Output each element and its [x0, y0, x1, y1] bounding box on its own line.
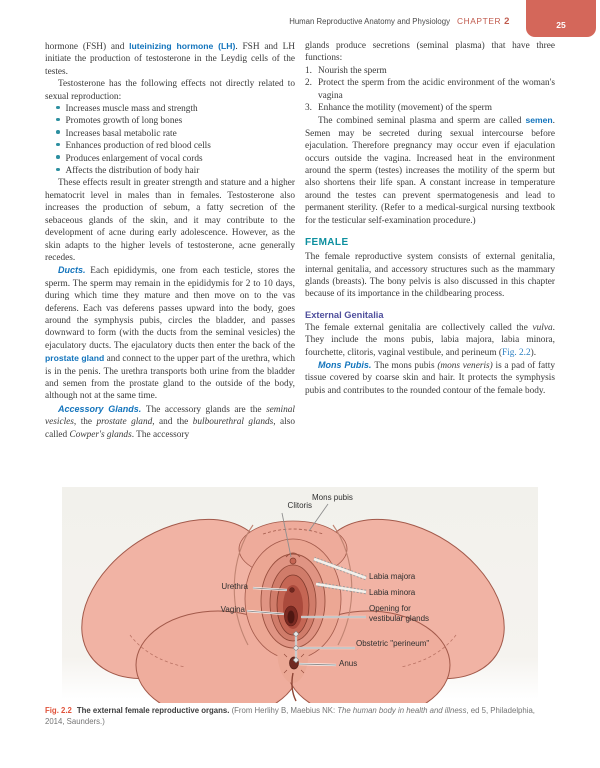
- numbered-item: [305, 77, 555, 102]
- numbered-item: [305, 102, 555, 114]
- bullet-dot: [56, 143, 60, 147]
- text-run: Fig. 2.2: [501, 347, 531, 358]
- text-run: Mons Pubis.: [318, 359, 375, 370]
- bullet-item: [45, 128, 295, 140]
- text-run: , ed 5, Philadelphia, 2014, Saunders.): [45, 706, 535, 726]
- paragraph: [45, 78, 295, 103]
- figure-label-vestibular-glands: Opening for vestibular glands: [369, 604, 430, 623]
- text-run: and connect to the upper part of the urethra, which is in the penis. The urethra transports both urine from the bladder and semen from the prostate gland to the outside of the body, although not at the same time.: [45, 354, 295, 402]
- clitoris-shape: [290, 558, 296, 564]
- bullet-text: Increases basal metabolic rate: [65, 128, 177, 139]
- text-run: The combined seminal plasma and sperm are called: [318, 116, 526, 127]
- bullet-dot: [56, 155, 60, 159]
- chapter-word: CHAPTER: [456, 16, 502, 26]
- bullet-item: [45, 165, 295, 177]
- text-run: , also called: [45, 417, 295, 440]
- text-run: is a pad of fatty tissue covered by coarse skin and hair. It protects the symphysis pubis and contributes to the rounded contour of the female body.: [305, 360, 555, 396]
- text-run: . The accessory: [131, 429, 190, 440]
- text-run: Cowper's glands: [69, 429, 132, 440]
- bullet-dot: [56, 130, 60, 134]
- text-run: The human body in health and illness: [337, 706, 467, 715]
- text-run: , the: [73, 417, 97, 428]
- text-run: The accessory glands are the: [145, 404, 267, 415]
- figure-label-clitoris: Clitoris: [287, 501, 312, 510]
- page-number-tab: [526, 0, 596, 37]
- text-run: . FSH and LH initiate the production of testosterone in the Leydig cells of the testes.: [45, 42, 295, 77]
- text-run: glands produce secretions (seminal plasma) that have three functions:: [305, 41, 555, 64]
- bullet-text: Enhances production of red blood cells: [65, 141, 211, 152]
- item-number: 3.: [305, 103, 312, 114]
- text-run: The mons pubis: [374, 360, 438, 371]
- text-run: Ducts.: [58, 265, 91, 276]
- paragraph: [305, 251, 555, 301]
- text-run: semen: [525, 115, 553, 126]
- figure-label-labia-majora: Labia majora: [369, 572, 416, 581]
- paragraph: [305, 40, 555, 65]
- text-run: Accessory Glands.: [58, 403, 146, 414]
- text-run: Fig. 2.2: [45, 706, 72, 715]
- bullet-text: Produces enlargement of vocal cords: [65, 153, 203, 164]
- text-run: (From Herlihy B, Maebius NK:: [231, 706, 338, 715]
- item-text: Protect the sperm from the acidic environment of the woman's vagina: [318, 78, 555, 101]
- item-number: 1.: [305, 65, 312, 76]
- right-column: [305, 40, 555, 397]
- item-text: Nourish the sperm: [318, 65, 387, 76]
- bullet-item: [45, 140, 295, 152]
- text-run: ).: [530, 347, 537, 358]
- running-head: Human Reproductive Anatomy and Physiology: [289, 17, 450, 26]
- text-run: seminal vesicles: [45, 404, 295, 428]
- text-run: , and the: [152, 417, 193, 428]
- vaginal-opening-inner: [288, 611, 295, 624]
- text-run: Testosterone has the following effects not directly related to sexual reproduction:: [45, 79, 295, 102]
- page-number: 25: [556, 20, 566, 30]
- bullet-item: [45, 153, 295, 165]
- text-run: luteinizing hormone (LH): [129, 41, 236, 51]
- section-heading: External Genitalia: [305, 309, 384, 320]
- text-run: The external female reproductive organs.: [76, 706, 232, 715]
- paragraph: [305, 322, 555, 359]
- text-run: Each epididymis, one from each testicle, stores the sperm. The sperm may remain in the epididymis for 2 to 10 days, during which time they mature and then move on to the vas deferens. Each vas deferens passes upward into the body, goes around the symphysis pubis, circles the bladder, and passes downward to form (with the ducts from the seminal vesicles) the ejaculatory ducts. The ejaculatory ducts then enter the back of the: [45, 266, 295, 351]
- item-number: 2.: [305, 78, 312, 89]
- text-run: The female external genitalia are collectively called the: [305, 322, 533, 333]
- numbered-item: [305, 65, 555, 77]
- left-column: [45, 40, 295, 441]
- paragraph: [45, 264, 295, 402]
- bullet-text: Affects the distribution of body hair: [65, 166, 200, 177]
- numbered-list: [305, 65, 555, 115]
- paragraph: [305, 359, 555, 397]
- section-heading: FEMALE: [305, 237, 349, 249]
- figure-label-urethra: Urethra: [221, 582, 248, 591]
- bullet-item: [45, 103, 295, 115]
- bullet-dot: [56, 106, 60, 110]
- item-text: Enhance the motility (movement) of the sperm: [318, 103, 493, 114]
- text-run: vulva: [532, 322, 553, 333]
- text-run: hormone (FSH) and: [45, 42, 130, 52]
- paragraph: [45, 177, 295, 264]
- bullet-item: [45, 115, 295, 127]
- text-run: . Semen may be secreted during sexual intercourse before ejaculation. Therefore pregnancy may occur even if ejaculation occurs outside the vagina. Increased heat in the environment around the sperm (testes) increases the motility of the sperm but also shortens their life span. A constant increase in temperature around the testes can prevent spermatogenesis and lead to permanent sterility. (Refer to a medical-surgical nursing textbook for the testicular self-examination procedure.): [305, 116, 555, 226]
- figure-label-mons-pubis: Mons pubis: [312, 493, 353, 502]
- text-run: . They include the mons pubis, labia majora, labia minora, fourchette, clitoris, vaginal vestibule, and perineum (: [305, 322, 555, 358]
- figure-label-anus: Anus: [339, 659, 358, 668]
- urethral-opening: [290, 588, 295, 593]
- text-run: (mons veneris): [437, 360, 493, 371]
- figure-2-2: [60, 487, 540, 703]
- bullet-text: Increases muscle mass and strength: [65, 104, 198, 115]
- paragraph: [45, 403, 295, 441]
- bullet-dot: [56, 168, 60, 172]
- figure-label-obstetric-perineum: Obstetric "perineum": [356, 639, 430, 648]
- figure-illustration: [60, 487, 540, 703]
- text-run: bulbourethral glands: [192, 417, 274, 428]
- text-run: These effects result in greater strength and stature and a higher hematocrit level in males than in females. Testosterone also increases the production of sebum, a fatty secretion of the sebaceous glands of the skin, and it may contribute to the development of acne during early adolescence. However, as the skin adapts to the higher levels of testosterone, acne generally recedes.: [45, 178, 295, 263]
- chapter-label: [457, 16, 510, 27]
- paragraph: [45, 40, 295, 78]
- bullet-dot: [56, 118, 60, 122]
- text-run: prostate gland: [45, 353, 105, 364]
- text-run: prostate gland: [96, 417, 153, 428]
- paragraph: [305, 114, 555, 227]
- chapter-number: 2: [504, 16, 510, 27]
- text-run: The female reproductive system consists of external genitalia, internal genitalia, and accessory structures such as the mammary glands (breasts). The bony pelvis is also discussed in this chapter because of its importance in the childbearing process.: [305, 252, 555, 300]
- bullet-list: [45, 103, 295, 177]
- figure-label-labia-minora: Labia minora: [369, 588, 416, 597]
- figure-label-vagina: Vagina: [220, 605, 245, 614]
- bullet-text: Promotes growth of long bones: [65, 116, 183, 127]
- figure-caption: [45, 706, 553, 727]
